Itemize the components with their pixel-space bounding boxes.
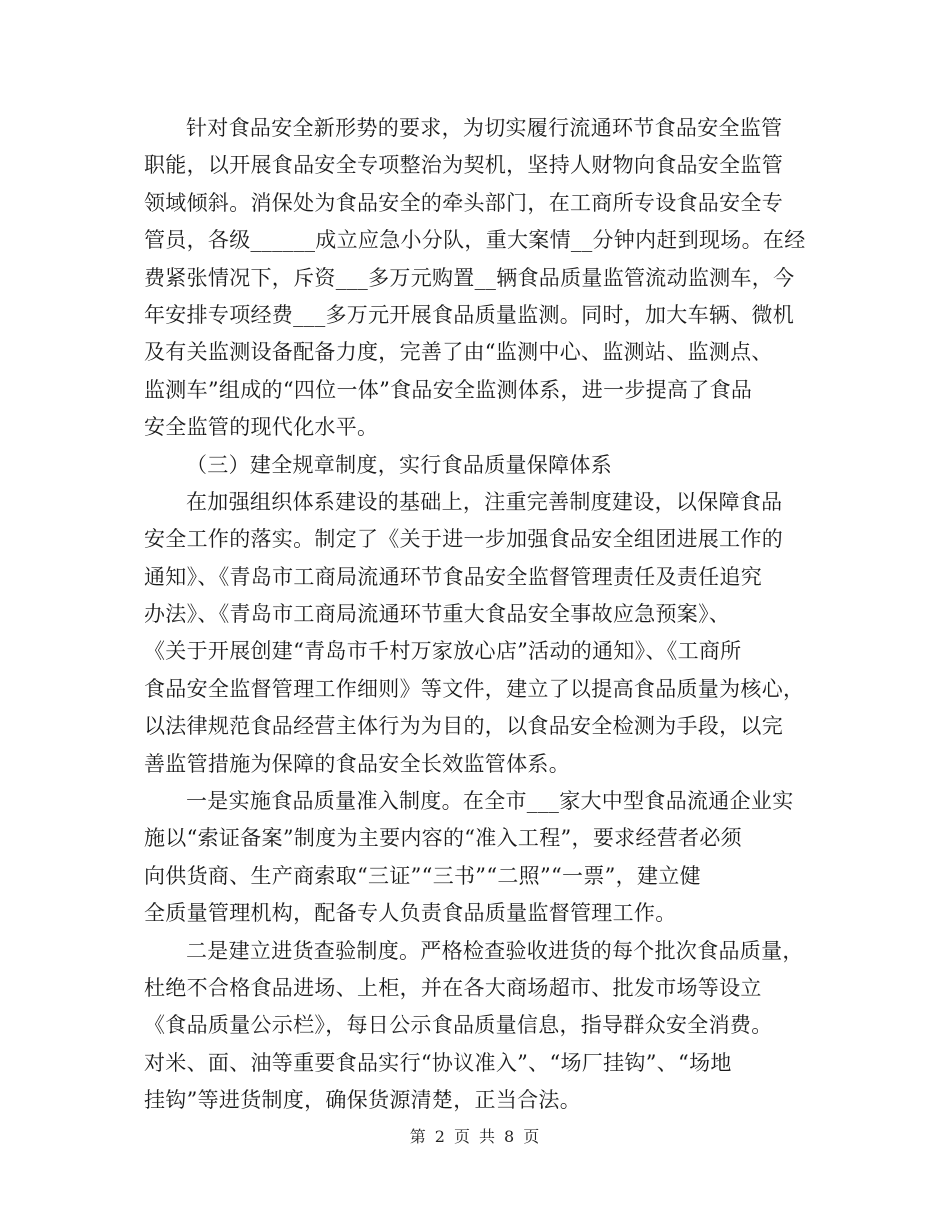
text-line: 施以“索证备案”制度为主要内容的“准入工程”，要求经营者必须	[144, 826, 742, 851]
text-line: 《关于开展创建“青岛市千村万家放心店”活动的通知》、《工商所	[144, 639, 742, 664]
section-heading-text: （三）建全规章制度，实行食品质量保障体系	[186, 452, 612, 477]
text-line: 杜绝不合格食品进场、上柜，并在各大商场超市、批发市场等设立	[144, 975, 762, 1000]
text-line: 向供货商、生产商索取“三证”“三书”“二照”“一票”，建立健	[144, 863, 701, 888]
text-line: 年安排专项经费___多万元开展食品质量监测。同时，加大车辆、微机	[144, 302, 795, 327]
paragraph-food-safety-supervision	[144, 110, 804, 447]
text-line: 挂钩”等进货制度，确保货源清楚，正当合法。	[144, 1088, 582, 1113]
text-line: 一是实施食品质量准入制度。在全市___家大中型食品流通企业实	[186, 789, 794, 814]
text-line: 《食品质量公示栏》，每日公示食品质量信息，指导群众安全消费。	[144, 1013, 773, 1038]
footer-suffix: 页	[523, 1127, 541, 1146]
text-line: 对米、面、油等重要食品实行“协议准入”、“场厂挂钩”、“场地	[144, 1050, 732, 1075]
text-line: 针对食品安全新形势的要求，为切实履行流通环节食品安全监管	[186, 116, 783, 140]
text-line: 管员，各级______成立应急小分队，重大案情__分钟内赶到现场。在经	[144, 228, 806, 253]
text-line: 在加强组织体系建设的基础上，注重完善制度建设，以保障食品	[186, 489, 783, 514]
text-line: 以法律规范食品经营主体行为为目的，以食品安全检测为手段，以完	[144, 714, 783, 739]
text-line: 及有关监测设备配备力度，完善了由“监测中心、监测站、监测点、	[144, 340, 773, 365]
paragraph-access-system	[144, 783, 804, 933]
text-line: 全质量管理机构，配备专人负责食品质量监督管理工作。	[144, 901, 677, 926]
footer-prefix: 第	[409, 1127, 427, 1146]
page-footer	[0, 1124, 950, 1147]
document-body	[144, 110, 804, 1120]
text-line: 食品安全监督管理工作细则》等文件，建立了以提高食品质量为核心，	[144, 676, 805, 701]
text-line: 办法》、《青岛市工商局流通环节重大食品安全事故应急预案》、	[144, 602, 731, 627]
total-page-count: 8	[504, 1127, 516, 1146]
text-line: 二是建立进货查验制度。严格检查验收进货的每个批次食品质量，	[186, 938, 804, 963]
text-line: 领域倾斜。消保处为食品安全的牵头部门，在工商所专设食品安全专	[144, 190, 783, 215]
text-line: 费紧张情况下，斥资___多万元购置__辆食品质量监管流动监测车，今	[144, 265, 795, 290]
text-line: 安全工作的落实。制定了《关于进一步加强食品安全组团进展工作的	[144, 527, 783, 552]
section-heading-3	[144, 447, 804, 484]
footer-page-unit: 页	[453, 1127, 471, 1146]
paragraph-regulations	[144, 484, 804, 783]
text-line: 职能，以开展食品安全专项整治为契机，坚持人财物向食品安全监管	[144, 153, 783, 178]
text-line: 善监管措施为保障的食品安全长效监管体系。	[144, 751, 570, 776]
footer-total-label: 共	[479, 1127, 497, 1146]
text-line: 安全监管的现代化水平。	[144, 415, 379, 440]
current-page-number: 2	[434, 1127, 446, 1146]
paragraph-inspection-system	[144, 933, 804, 1120]
text-line: 监测车”组成的“四位一体”食品安全监测体系，进一步提高了食品	[144, 377, 753, 402]
text-line: 通知》、《青岛市工商局流通环节食品安全监督管理责任及责任追究	[144, 564, 762, 589]
